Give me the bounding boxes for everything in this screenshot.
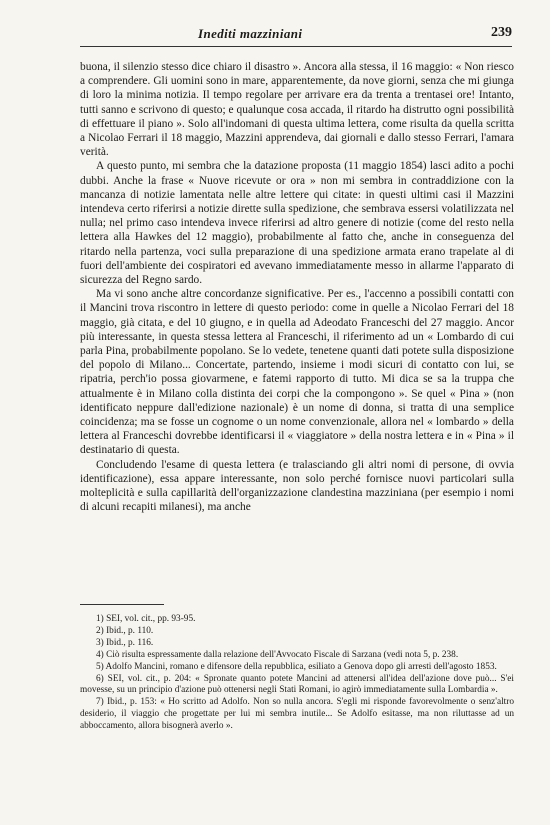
footnote: 5) Adolfo Mancini, romano e difensore della repubblica, esiliato a Genova dopo gli arresti dell'agosto 1853. [96, 661, 497, 672]
footnote-rule [80, 604, 164, 605]
footnote: 6) SEI, vol. cit., p. 204: « Spronate quanto potete Mancini ad attenersi all'idea dell'azione dove può... S'ei movesse, su un principio d'azione può ottenersi negli Stati Romani, io agirò immediatamente sulla Lombardia ». [80, 673, 514, 696]
main-text [80, 60, 514, 515]
footnotes [80, 614, 514, 733]
footnote: 1) SEI, vol. cit., pp. 93-95. [96, 614, 196, 624]
paragraph: Concludendo l'esame di questa lettera (e tralasciando gli altri nomi di persone, di ovvia identificazione), essa appare interessante, non solo perché fornisce nuovi particolari sulla molteplicità e sulla capillarità dell'organizzazione clandestina mazziniana (per esempio i nomi di alcuni recapiti milanesi), ma anche [80, 458, 514, 514]
page-header [80, 26, 512, 44]
paragraph: A questo punto, mi sembra che la datazione proposta (11 maggio 1854) lasci adito a pochi dubbi. Anche la frase « Nuove ricevute or ora » non mi sembra in contraddizione con la mancanza di notizie lamentata nelle altre lettere qui citate: in questi ultimi casi il Mazzini intendeva certo riferirsi a notizie dirette sulla spedizione, che sembrava essersi volatilizzata nel nulla; nel primo caso intendeva invece riferirsi ad altro genere di notizie (come del resto nella lettera alla Hawkes del 12 maggio), probabilmente al fatto che, anche in conseguenza del ritardo nella partenza, voci sulla preparazione di una spedizione armata erano trapelate al di fuori dell'ambiente dei cospiratori ed avevano immediatamente messo in allarme l'apparato di sicurezza del Regno sardo. [80, 160, 514, 287]
footnote: 2) Ibid., p. 110. [96, 625, 154, 636]
footnote: 7) Ibid., p. 153: « Ho scritto ad Adolfo. Non so nulla ancora. S'egli mi risponde favorevolmente o senz'altro desiderio, il viaggio che progettate per lui mi sembra inutile... Se Adolfo esitasse, ma non riluttasse ad un abboccamento, allora bisognerà averlo ». [80, 697, 514, 732]
footnote: 4) Ciò risulta espressamente dalla relazione dell'Avvocato Fiscale di Sarzana (vedi nota 5, p. 238. [96, 649, 459, 660]
header-rule [80, 46, 512, 47]
page-number: 239 [491, 25, 512, 40]
paragraph: Ma vi sono anche altre concordanze significative. Per es., l'accenno a possibili contatti con il Mancini trova riscontro in lettere di questo periodo: come in quelle a Nicolao Ferrari del 18 maggio, già citata, e del 10 giugno, e in quella ad Adeodato Franceschi del 27 maggio. Ancor più interessante, in questa stessa lettera al Franceschi, il riferimento ad un « Lombardo di cui parla Pina, probabilmente popolano. Se lo vedete, tenetene quanti dati potete sulla disposizione del popolo di Milano... Concertate, partendo, insieme i modi sicuri di contatto con lui, se ripatria, perch'io possa giovarmene, e fatemi rapporto di tutto. Mi dica se sa la truppa che attualmente è in Milano colla distinta dei corpi che la compongono ». Se quel « Pina » (non identificato neppure dall'edizione nazionale) è un nome di donna, si tratta di una semplice coincidenza; ma se fosse un cognome o un nome convenzionale, allora nel « lombardo » della lettera al Franceschi dovrebbe identificarsi il « viaggiatore » della nostra lettera e in « Pina » il destinatario di questa. [80, 288, 514, 457]
footnote: 3) Ibid., p. 116. [96, 637, 154, 648]
paragraph: buona, il silenzio stesso dice chiaro il disastro ». Ancora alla stessa, il 16 maggio: « Non riesco a comprendere. Gli uomini sono in mare, apparentemente, da nove giorni, senza che mi giunga di loro la minima notizia. Il tempo regolare per arrivare era da trenta a trentasei ore! Intanto, tutti sanno e scrivono di questo; e qualunque cosa accada, il ritardo ha distrutto ogni possibilità di effettuare il piano ». Solo all'indomani di questa ultima lettera, come risulta da quella scritta a Nicolao Ferrari il 18 maggio, Mazzini apprendeva, dai giornali e dallo stesso Ferrari, l'amara verità. [80, 61, 514, 159]
running-title: Inediti mazziniani [198, 26, 303, 41]
